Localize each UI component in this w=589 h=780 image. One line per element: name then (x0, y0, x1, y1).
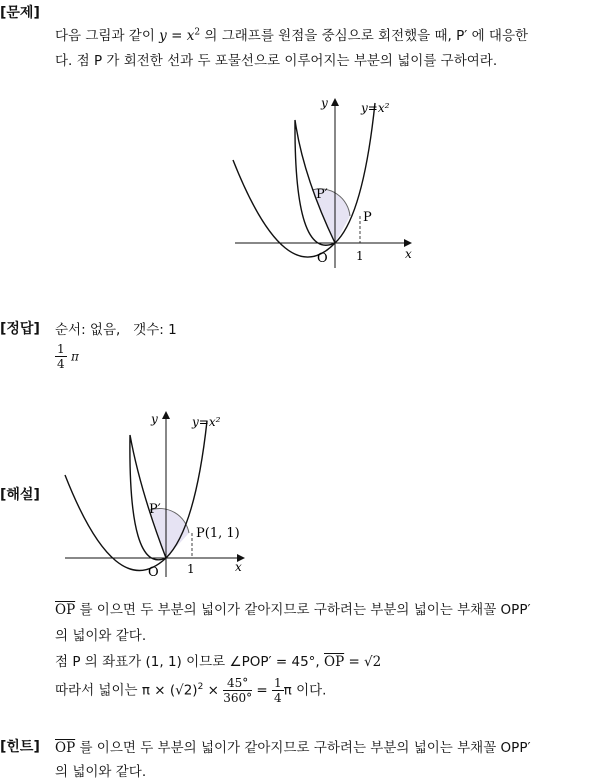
origin-label: O (148, 565, 159, 580)
hint-line-2: 의 넓이와 같다. (55, 764, 147, 780)
answer-value: $\frac{1}{4}$ π (57, 342, 79, 371)
solution-line-2: 의 넓이와 같다. (55, 628, 147, 644)
hint-tag: [힌트] (0, 739, 40, 755)
solution-tag: [해설] (0, 487, 40, 503)
problem-graph (225, 88, 425, 273)
p-label: P (363, 210, 372, 225)
tick-1-label: 1 (187, 562, 195, 576)
y-axis-label: y (321, 96, 328, 110)
origin-label: O (317, 251, 328, 266)
solution-graph (60, 405, 255, 580)
curve-label: y=x² (192, 415, 221, 429)
parabola (233, 103, 375, 257)
x-axis-label: x (405, 247, 412, 261)
solution-line-3: 점 P 의 좌표가 (1, 1) 이므로 ∠POP′ = 45°, $\overline{OP} = √2$ (55, 654, 382, 670)
p-label: P(1, 1) (196, 526, 240, 541)
x-axis-label: x (235, 560, 242, 574)
answer-meta: 순서: 없음, 갯수: 1 (55, 322, 177, 338)
y-axis-label: y (151, 412, 158, 426)
parabola (65, 421, 207, 570)
problem-line-2: 다. 점 P 가 회전한 선과 두 포물선으로 이루어지는 부분의 넓이를 구하여라. (55, 53, 498, 69)
curve-label: y=x² (361, 101, 390, 115)
problem-tag: [문제] (0, 5, 40, 21)
solution-line-1: $\overline{OP}$ 를 이으면 두 부분의 넓이가 같아지므로 구하려는 부분의 넓이는 부채꼴 OPP′ (55, 602, 531, 618)
answer-tag: [정답] (0, 321, 40, 337)
tick-1-label: 1 (356, 249, 364, 263)
hint-line-1: $\overline{OP}$ 를 이으면 두 부분의 넓이가 같아지므로 구하려는 부분의 넓이는 부채꼴 OPP′ (55, 740, 531, 756)
problem-line-1: 다음 그림과 같이 $y = x^2$ 의 그래프를 원점을 중심으로 회전했을 때, P′ 에 대응한 (55, 27, 529, 44)
p-prime-label: P′ (316, 187, 328, 202)
solution-line-4: 따라서 넓이는 $\pi \times (√2)^2$ × $\frac{45^\circ}{360^\circ}$ = $\frac{1}{4}$ π 이다. (55, 676, 327, 705)
p-prime-label: P′ (149, 502, 161, 517)
